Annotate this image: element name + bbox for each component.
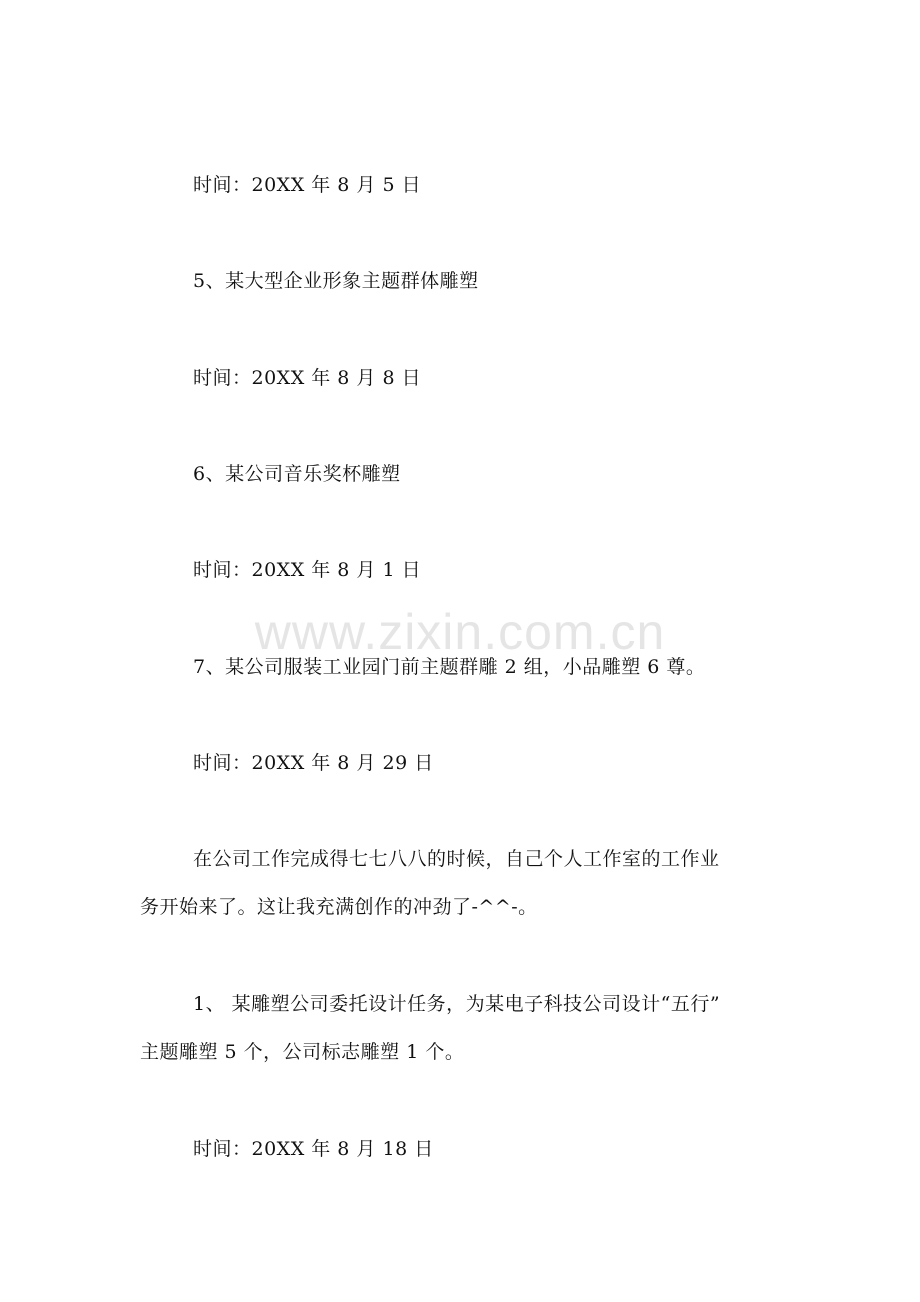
paragraph-line-2: 务开始来了。这让我充满创作的冲劲了-^^-。 bbox=[140, 896, 538, 918]
date-line-3: 时间：20XX 年 8 月 1 日 bbox=[193, 559, 422, 581]
project-item-7: 7、某公司服装工业园门前主题群雕 2 组，小品雕塑 6 尊。 bbox=[193, 656, 706, 678]
project-item-5: 5、某大型企业形象主题群体雕塑 bbox=[193, 270, 479, 292]
studio-item-1-line-1: 1、 某雕塑公司委托设计任务，为某电子科技公司设计“五行” bbox=[193, 993, 721, 1015]
date-line-1: 时间：20XX 年 8 月 5 日 bbox=[193, 174, 422, 196]
date-line-4: 时间：20XX 年 8 月 29 日 bbox=[193, 752, 434, 774]
date-line-2: 时间：20XX 年 8 月 8 日 bbox=[193, 367, 422, 389]
watermark: www.zixin.com.cn bbox=[254, 604, 666, 660]
studio-item-1-line-2: 主题雕塑 5 个，公司标志雕塑 1 个。 bbox=[140, 1041, 465, 1063]
paragraph-line-1: 在公司工作完成得七七八八的时候，自己个人工作室的工作业 bbox=[193, 848, 720, 870]
project-item-6: 6、某公司音乐奖杯雕塑 bbox=[193, 463, 401, 485]
date-line-5: 时间：20XX 年 8 月 18 日 bbox=[193, 1138, 434, 1160]
